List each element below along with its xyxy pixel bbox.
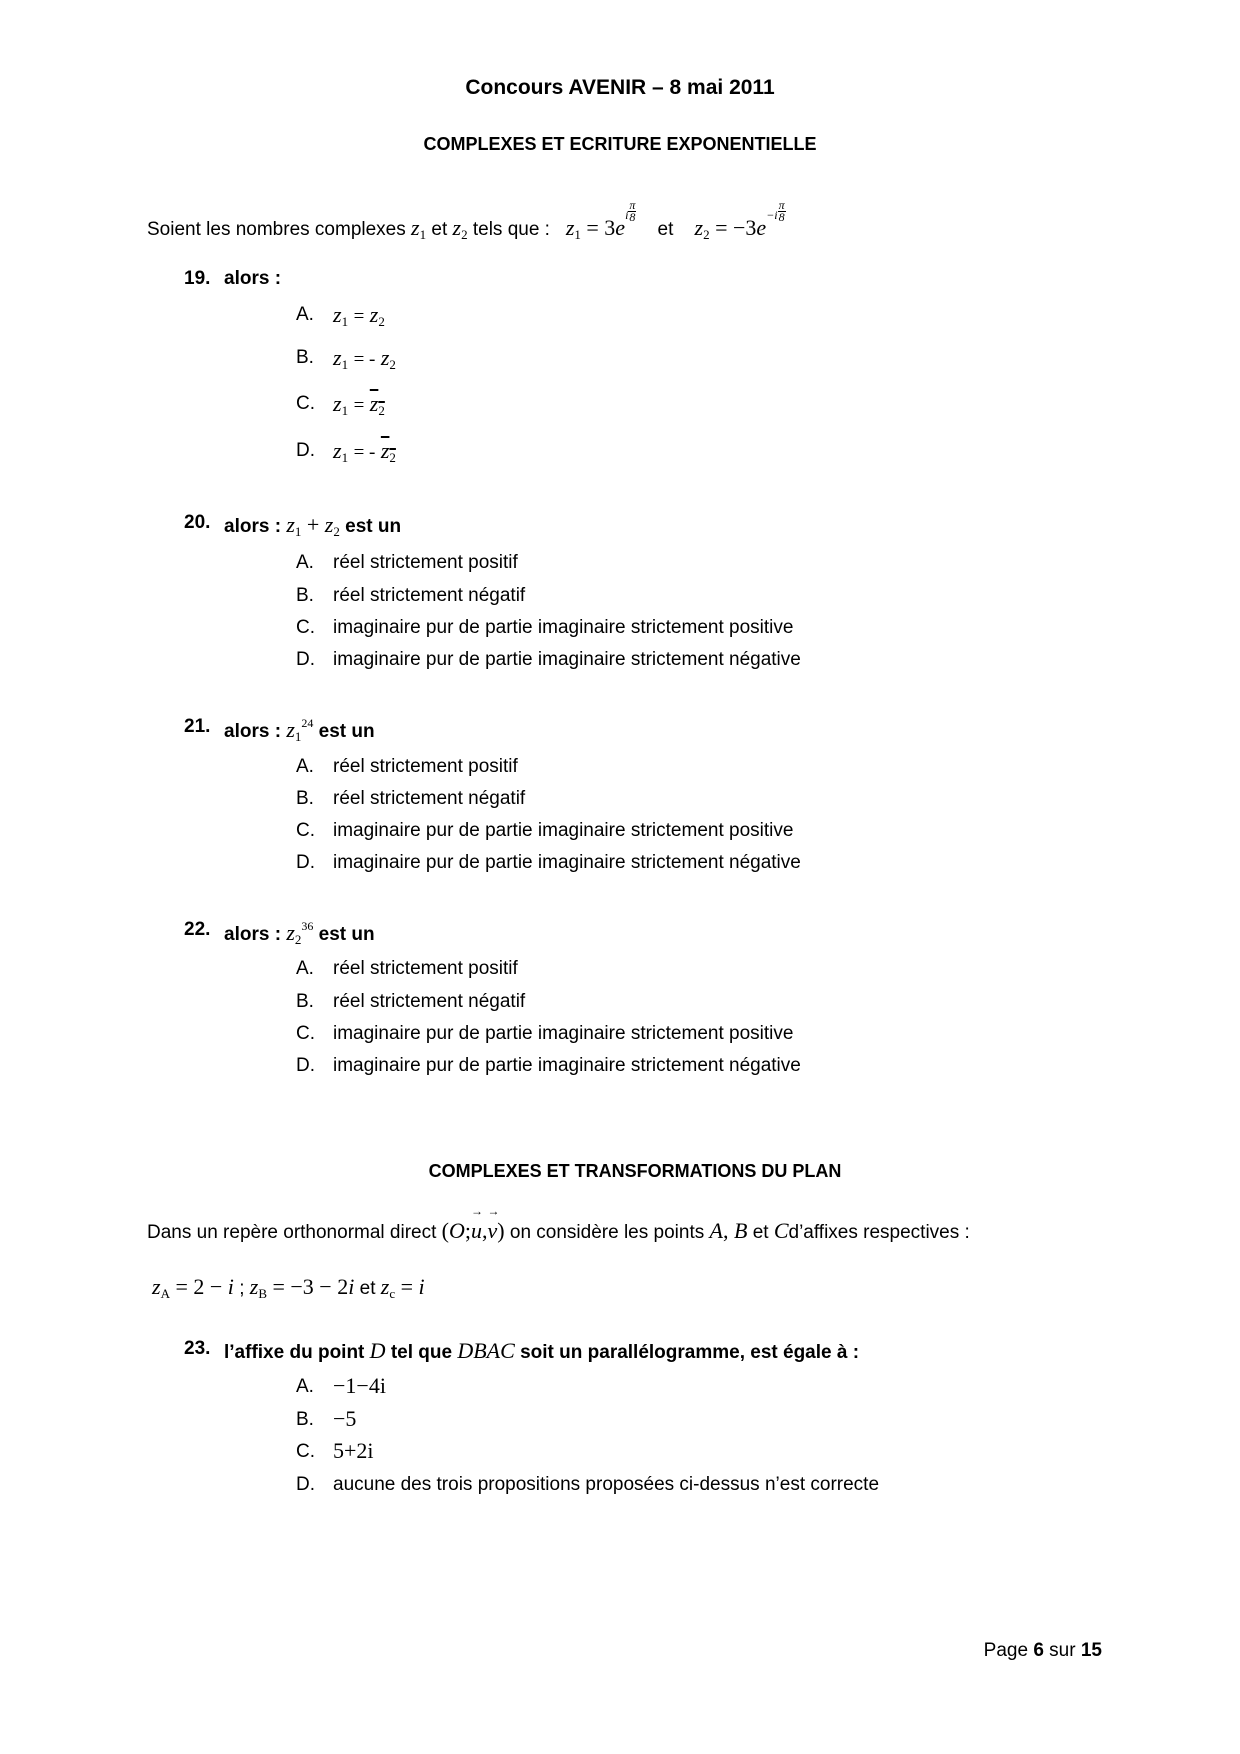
option-text: réel strictement positif: [333, 756, 518, 777]
question-22: [0, 919, 1240, 949]
option-math: $z_1 = z_2$: [333, 302, 385, 329]
question-number: 21.: [184, 716, 211, 737]
math-zc: $z_c = i$: [380, 1274, 425, 1301]
q22-option-d[interactable]: [0, 1055, 1240, 1085]
question-text: alors : $z_1 + z_2$ est un: [224, 512, 402, 539]
q23-option-b[interactable]: [0, 1406, 1240, 1436]
question-23: [0, 1338, 1240, 1368]
intro-et: et: [431, 219, 448, 240]
option-math: $z_1 = z_2$: [333, 391, 385, 418]
option-letter: D.: [296, 1055, 315, 1076]
q23-option-c[interactable]: [0, 1438, 1240, 1468]
math-z1: $z_1$: [411, 215, 427, 242]
question-text: alors :: [224, 268, 282, 289]
question-text: alors : $z_2^{36}$ est un: [224, 919, 375, 947]
math-z2-definition: $z_2 = -3e-i$ $\frac{\pi}{8}$: [694, 198, 785, 242]
question-text: alors : $z_1^{24}$ est un: [224, 716, 375, 744]
intro-et: et: [752, 1222, 769, 1243]
option-letter: C.: [296, 393, 315, 414]
q20-option-c[interactable]: [0, 617, 1240, 647]
option-math: −1−4i: [333, 1373, 386, 1398]
option-text: réel strictement négatif: [333, 585, 526, 606]
option-text: imaginaire pur de partie imaginaire strictement positive: [333, 1023, 794, 1044]
section-title-transformations: COMPLEXES ET TRANSFORMATIONS DU PLAN: [428, 1161, 842, 1181]
option-math: −5: [333, 1406, 357, 1431]
option-math: 5+2i: [333, 1438, 374, 1463]
option-text: imaginaire pur de partie imaginaire strictement négative: [333, 852, 801, 873]
question-21: [0, 716, 1240, 746]
math-z1-definition: $z_1 = 3ei$ $\frac{\pi}{8}$: [565, 198, 636, 242]
question-number: 22.: [184, 919, 211, 940]
math-frame: (O;→ u,→ v): [442, 1218, 505, 1243]
math-zb: $z_B = -3 - 2i$: [249, 1274, 355, 1301]
option-letter: A.: [296, 958, 314, 979]
math-z2: $z_2$: [452, 215, 468, 242]
option-text: aucune des trois propositions proposées ci-dessus n’est correcte: [333, 1474, 880, 1495]
math-point-c: C: [773, 1218, 789, 1243]
option-letter: A.: [296, 552, 314, 573]
math-points: A, B: [709, 1218, 748, 1243]
intro-a: Dans un repère orthonormal direct: [147, 1222, 437, 1243]
option-letter: B.: [296, 991, 314, 1012]
question-number: 19.: [184, 268, 211, 289]
question-19: [0, 268, 1240, 298]
option-letter: D.: [296, 649, 315, 670]
question-number: 23.: [184, 1338, 211, 1359]
option-letter: A.: [296, 304, 314, 325]
option-letter: D.: [296, 852, 315, 873]
option-letter: A.: [296, 756, 314, 777]
option-letter: C.: [296, 1441, 315, 1462]
option-text: réel strictement positif: [333, 552, 518, 573]
page-title: Concours AVENIR – 8 mai 2011: [465, 76, 775, 99]
option-letter: C.: [296, 617, 315, 638]
section-title-exponential: COMPLEXES ET ECRITURE EXPONENTIELLE: [423, 134, 817, 154]
option-math: $z_1$ = - $z_2$: [333, 345, 396, 372]
option-letter: B.: [296, 788, 314, 809]
intro-et2: et: [657, 219, 674, 240]
q19-option-c[interactable]: [0, 393, 1240, 423]
option-text: imaginaire pur de partie imaginaire strictement positive: [333, 820, 794, 841]
q21-option-c[interactable]: [0, 820, 1240, 850]
affixes-line: [152, 1274, 425, 1302]
q22-option-b[interactable]: [0, 991, 1240, 1021]
q19-option-b[interactable]: [0, 347, 1240, 377]
option-text: réel strictement positif: [333, 958, 518, 979]
option-letter: C.: [296, 820, 315, 841]
q19-option-d[interactable]: [0, 440, 1240, 470]
q20-option-d[interactable]: [0, 649, 1240, 679]
question-20: [0, 512, 1240, 542]
question-number: 20.: [184, 512, 211, 533]
option-letter: A.: [296, 1376, 314, 1397]
q23-option-d[interactable]: [0, 1474, 1240, 1504]
intro-b: on considère les points: [509, 1222, 705, 1243]
affix-et: et: [359, 1278, 376, 1299]
q20-option-b[interactable]: [0, 585, 1240, 615]
q21-option-d[interactable]: [0, 852, 1240, 882]
affix-sep: ;: [239, 1278, 245, 1299]
q19-option-a[interactable]: [0, 304, 1240, 334]
option-letter: B.: [296, 1409, 314, 1430]
intro-text: Soient les nombres complexes: [147, 219, 406, 240]
option-letter: B.: [296, 347, 314, 368]
option-text: imaginaire pur de partie imaginaire strictement négative: [333, 1055, 801, 1076]
option-text: réel strictement négatif: [333, 788, 526, 809]
q23-option-a[interactable]: [0, 1373, 1240, 1403]
option-letter: B.: [296, 585, 314, 606]
section2-intro: [147, 1218, 970, 1244]
section1-intro: [147, 200, 786, 243]
option-text: imaginaire pur de partie imaginaire strictement négative: [333, 649, 801, 670]
q22-option-c[interactable]: [0, 1023, 1240, 1053]
intro-tels: tels que :: [472, 219, 550, 240]
q21-option-b[interactable]: [0, 788, 1240, 818]
intro-c: d’affixes respectives :: [788, 1222, 970, 1243]
question-text: l’affixe du point D tel que DBAC soit un parallélogramme, est égale à :: [224, 1338, 860, 1363]
q22-option-a[interactable]: [0, 958, 1240, 988]
option-text: réel strictement négatif: [333, 991, 526, 1012]
option-text: imaginaire pur de partie imaginaire strictement positive: [333, 617, 794, 638]
option-math: $z_1$ = - $z_2$: [333, 438, 396, 465]
math-za: $z_A = 2 - i$: [152, 1274, 234, 1301]
page-number: Page 6 sur 15: [983, 1640, 1102, 1661]
option-letter: D.: [296, 1474, 315, 1495]
q20-option-a[interactable]: [0, 552, 1240, 582]
q21-option-a[interactable]: [0, 756, 1240, 786]
option-letter: C.: [296, 1023, 315, 1044]
option-letter: D.: [296, 440, 315, 461]
